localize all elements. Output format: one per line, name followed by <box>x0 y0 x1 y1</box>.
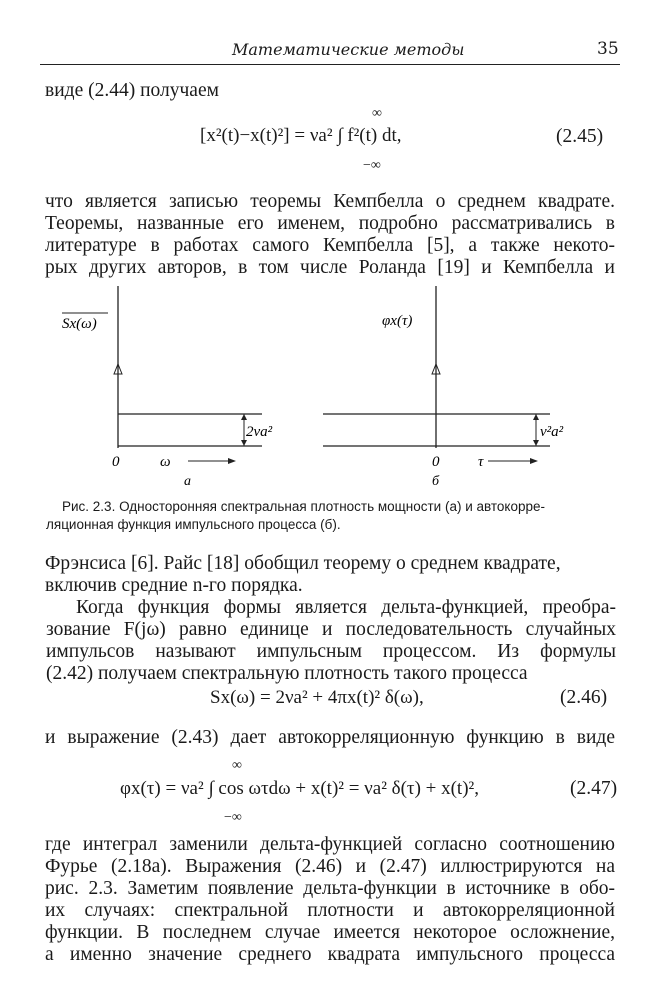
integral-lower-limit: −∞ <box>224 810 242 825</box>
figure-2-3 <box>0 278 660 488</box>
integral-lower-limit: −∞ <box>363 158 381 173</box>
equation-2-47: φx(τ) = νa² ∫ cos ωτdω + x(t)² = νa² δ(τ) + x(t)², <box>120 778 479 799</box>
panel-letter-a: а <box>184 474 191 488</box>
panel-b <box>323 286 564 488</box>
paragraph-line: а именно значение среднего квадрата импульсного процесса <box>45 944 615 965</box>
paragraph-line: их случаях: спектральной плотности и автокорреляционной <box>45 900 615 921</box>
paragraph-line: виде (2.44) получаем <box>45 80 219 101</box>
paragraph-line: включив средние n-го порядка. <box>45 575 303 596</box>
level-label-b: ν²a² <box>540 424 564 440</box>
integral-upper-limit: ∞ <box>372 106 382 121</box>
figure-caption-line: Рис. 2.3. Односторонняя спектральная плотность мощности (а) и автокорре- <box>62 499 546 514</box>
level-label-a: 2νa² <box>246 424 273 440</box>
figure-caption-line: ляционная функция импульсного процесса (б). <box>46 517 341 532</box>
paragraph-line: рых других авторов, в том числе Роланда [19] и Кемпбелла и <box>45 257 615 278</box>
paragraph-line: Фрэнсиса [6]. Райс [18] обобщил теорему о среднем квадрате, <box>45 553 561 574</box>
equation-number: (2.46) <box>560 687 608 708</box>
paragraph-line: литературе в работах самого Кемпбелла [5], а также некото- <box>45 235 615 256</box>
paragraph-line: Когда функция формы является дельта-функцией, преобра- <box>76 597 616 618</box>
dimension-arrow-bottom-b <box>533 440 539 446</box>
y-label-b: φx(τ) <box>382 313 413 329</box>
header-rule <box>40 64 620 65</box>
equation-number: (2.45) <box>556 126 604 147</box>
integral-upper-limit: ∞ <box>232 758 242 773</box>
x-label-b: τ <box>478 454 484 470</box>
paragraph-line: функции. В последнем случае имеется некоторое осложнение, <box>45 922 615 943</box>
paragraph-line: и выражение (2.43) дает автокорреляционную функцию в виде <box>45 727 615 748</box>
running-header-title: Математические методы <box>232 40 465 59</box>
equation-2-46: Sx(ω) = 2νa² + 4πx(t)² δ(ω), <box>210 687 424 708</box>
equation-number: (2.47) <box>570 778 618 799</box>
paragraph-line: зование F(jω) равно единице и последовательность случайных <box>46 619 616 640</box>
x-arrowhead-a <box>228 458 236 464</box>
y-label-a: Sx(ω) <box>62 316 97 332</box>
paragraph-line: Фурье (2.18а). Выражения (2.46) и (2.47) иллюстрируются на <box>45 856 615 877</box>
panel-letter-b: б <box>432 474 440 488</box>
origin-label-b: 0 <box>432 454 440 470</box>
x-arrowhead-b <box>530 458 538 464</box>
paragraph-line: где интеграл заменили дельта-функцией согласно соотношению <box>45 834 615 855</box>
paragraph-line: что является записью теоремы Кемпбелла о среднем квадрате. <box>45 191 615 212</box>
paragraph-line: импульсов называют импульсным процессом. Из формулы <box>46 641 616 662</box>
paragraph-line: Теоремы, названные его именем, подробно рассматривались в <box>45 213 615 234</box>
paragraph-line: (2.42) получаем спектральную плотность такого процесса <box>46 663 528 684</box>
equation-2-45: [x²(t)−x(t)²] = νa² ∫ f²(t) dt, <box>200 125 402 146</box>
dimension-arrow-top-b <box>533 414 539 420</box>
paragraph-line: рис. 2.3. Заметим появление дельта-функции в источнике в обо- <box>45 878 615 899</box>
origin-label-a: 0 <box>112 454 120 470</box>
dimension-arrow-bottom-a <box>241 440 247 446</box>
panel-a <box>62 286 273 488</box>
dimension-arrow-top-a <box>241 414 247 420</box>
x-label-a: ω <box>160 454 171 470</box>
page-number: 35 <box>597 39 619 59</box>
